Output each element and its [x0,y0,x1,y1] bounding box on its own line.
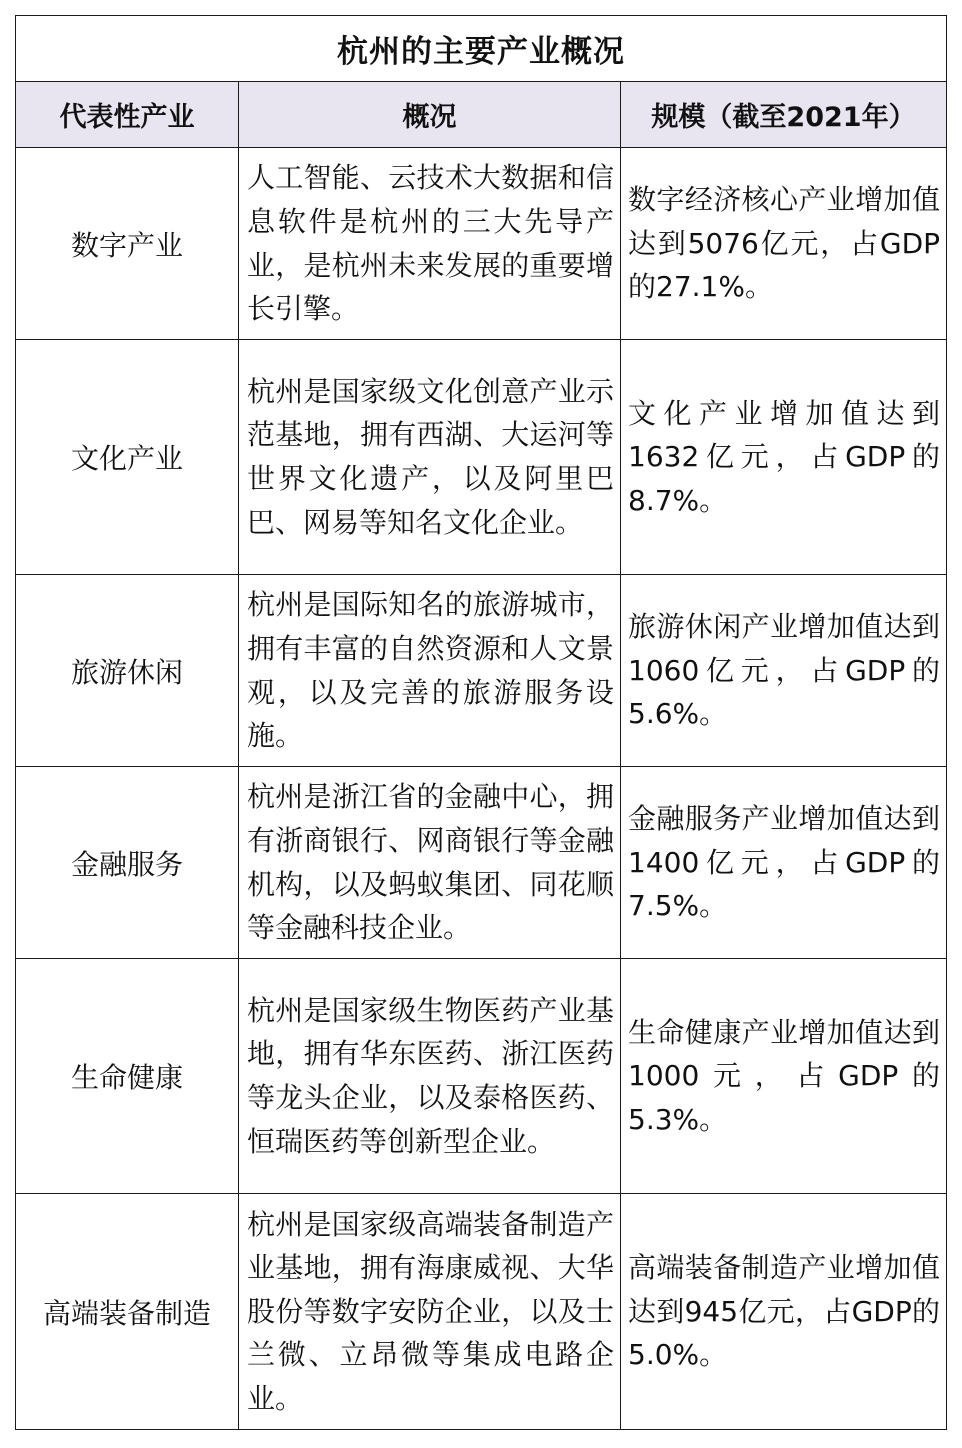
industry-table [15,15,947,1430]
industry-cell: 金融服务 [16,767,239,959]
table-row [16,959,947,1194]
table-row [16,575,947,767]
industry-cell: 高端装备制造 [16,1194,239,1430]
scale-cell: 高端装备制造产业增加值达到945亿元，占GDP的5.0%。 [621,1194,947,1430]
overview-cell: 杭州是国家级文化创意产业示范基地，拥有西湖、大运河等世界文化遗产，以及阿里巴巴、网易等知名文化企业。 [239,340,621,575]
industry-cell: 生命健康 [16,959,239,1194]
scale-cell: 金融服务产业增加值达到1400亿元，占GDP的7.5%。 [621,767,947,959]
industry-cell: 文化产业 [16,340,239,575]
overview-cell: 杭州是国际知名的旅游城市，拥有丰富的自然资源和人文景观，以及完善的旅游服务设施。 [239,575,621,767]
header-industry: 代表性产业 [16,82,239,148]
industry-cell: 数字产业 [16,148,239,340]
header-row [16,82,947,148]
header-scale: 规模（截至2021年） [621,82,947,148]
table-row [16,1194,947,1430]
header-overview: 概况 [239,82,621,148]
overview-cell: 杭州是国家级生物医药产业基地，拥有华东医药、浙江医药等龙头企业，以及泰格医药、恒瑞医药等创新型企业。 [239,959,621,1194]
table-row [16,148,947,340]
scale-cell: 文化产业增加值达到1632亿元，占GDP的8.7%。 [621,340,947,575]
scale-cell: 生命健康产业增加值达到1000元，占GDP的5.3%。 [621,959,947,1194]
table-row [16,340,947,575]
overview-cell: 杭州是浙江省的金融中心，拥有浙商银行、网商银行等金融机构，以及蚂蚁集团、同花顺等金融科技企业。 [239,767,621,959]
scale-cell: 数字经济核心产业增加值达到5076亿元，占GDP的27.1%。 [621,148,947,340]
table-title: 杭州的主要产业概况 [16,16,947,82]
table-row [16,767,947,959]
title-row [16,16,947,82]
scale-cell: 旅游休闲产业增加值达到1060亿元，占GDP的5.6%。 [621,575,947,767]
overview-cell: 人工智能、云技术大数据和信息软件是杭州的三大先导产业，是杭州未来发展的重要增长引擎。 [239,148,621,340]
overview-cell: 杭州是国家级高端装备制造产业基地，拥有海康威视、大华股份等数字安防企业，以及士兰微、立昂微等集成电路企业。 [239,1194,621,1430]
industry-cell: 旅游休闲 [16,575,239,767]
